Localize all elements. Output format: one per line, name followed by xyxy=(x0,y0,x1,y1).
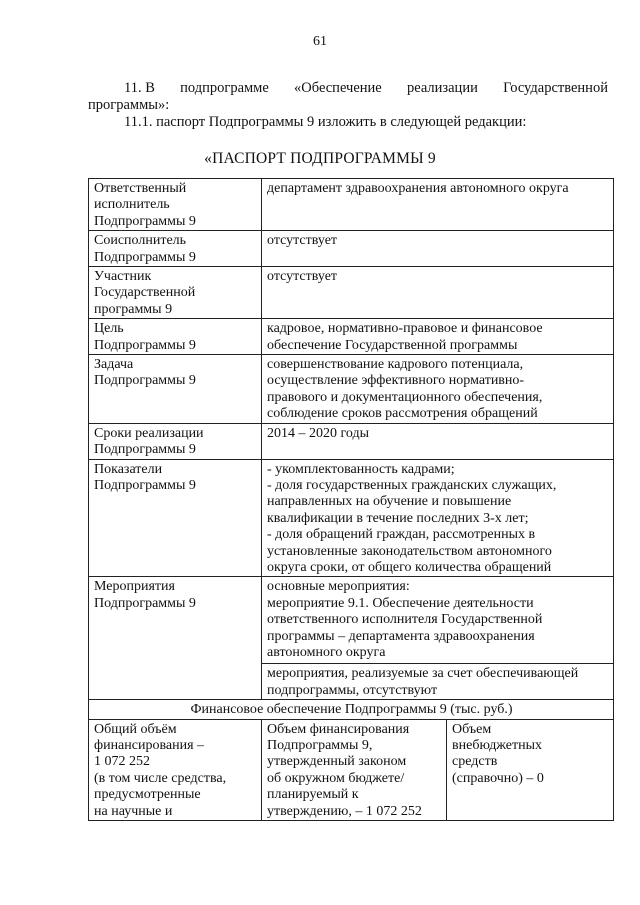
row-value xyxy=(262,179,614,231)
row-label xyxy=(89,179,262,231)
row-value-line: обеспечение Государственной программы xyxy=(267,337,518,353)
financing-offbudget-line: Объем xyxy=(452,721,492,737)
row-value-line: отсутствует xyxy=(267,269,338,285)
activities-label-line: Подпрограммы 9 xyxy=(94,595,196,611)
activities-secondary xyxy=(262,663,613,699)
table-row xyxy=(89,459,614,577)
row-value xyxy=(262,267,614,319)
financing-budget-line: планируемый к xyxy=(267,787,359,803)
row-label-line: Показатели xyxy=(94,461,163,477)
financing-budget-line: Объем финансирования xyxy=(267,721,410,737)
paragraph-11-1: 11.1. паспорт Подпрограммы 9 изложить в следующей редакции: xyxy=(124,114,527,130)
financing-total-line: предусмотренные xyxy=(94,787,201,803)
financing-budget-line: Подпрограммы 9, xyxy=(267,738,373,753)
row-value xyxy=(262,423,614,459)
financing-total xyxy=(89,719,262,820)
row-label-line: Соисполнитель xyxy=(94,233,187,249)
row-value-line: установленные законодательством автономного xyxy=(267,543,552,559)
table-row xyxy=(89,319,614,355)
row-label-line: Участник xyxy=(94,269,152,285)
table-row xyxy=(89,179,614,231)
page-number: 61 xyxy=(313,34,327,49)
financing-budget-line: утвержденный законом xyxy=(267,754,407,770)
paragraph-11-word: Государственной xyxy=(503,80,608,96)
financing-total-line: (в том числе средства, xyxy=(94,770,227,786)
row-label xyxy=(89,231,262,267)
row-label xyxy=(89,459,262,577)
table-row xyxy=(89,423,614,459)
row-label-line: Подпрограммы 9 xyxy=(94,477,196,493)
row-value xyxy=(262,319,614,355)
paragraph-11-line2: программы»: xyxy=(88,97,170,113)
row-value-line: 2014 – 2020 годы xyxy=(267,425,370,441)
financing-budget xyxy=(262,719,447,820)
row-value-line: департамент здравоохранения автономного округа xyxy=(267,181,569,196)
financing-total-line: Общий объём xyxy=(94,721,177,737)
row-value-line: округа сроки, от общего количества обращений xyxy=(267,559,552,575)
table-row xyxy=(89,355,614,424)
financing-header: Финансовое обеспечение Подпрограммы 9 (тыс. руб.) xyxy=(89,700,614,719)
financing-total-line: на научные и xyxy=(94,803,173,819)
row-label-line: Подпрограммы 9 xyxy=(94,373,196,389)
row-value-line: квалификации в течение последних 3-х лет; xyxy=(267,510,529,526)
row-value xyxy=(262,231,614,267)
row-label-line: Подпрограммы 9 xyxy=(94,337,196,353)
row-label-line: Цель xyxy=(94,321,124,337)
activities-label-line: Мероприятия xyxy=(94,579,175,595)
row-value-line: правового и документационного обеспечения, xyxy=(267,389,543,405)
row-value xyxy=(262,355,614,424)
table-row xyxy=(89,267,614,319)
row-label-line: Государственной xyxy=(94,285,196,301)
passport-title: «ПАСПОРТ ПОДПРОГРАММЫ 9 xyxy=(204,150,436,167)
row-value-line: кадровое, нормативно-правовое и финансовое xyxy=(267,321,543,337)
paragraph-11-word: реализации xyxy=(406,80,478,96)
financing-offbudget xyxy=(447,719,614,820)
row-value-line: - доля государственных гражданских служащих, xyxy=(267,477,557,493)
financing-total-line: финансирования – xyxy=(94,738,205,753)
row-label-line: Подпрограммы 9 xyxy=(94,442,196,458)
row-label-line: Подпрограммы 9 xyxy=(94,249,196,265)
financing-budget-line: об окружном бюджете/ xyxy=(267,770,405,786)
row-value-line: - доля обращений граждан, рассмотренных в xyxy=(267,527,536,543)
row-label xyxy=(89,267,262,319)
table-row xyxy=(89,700,614,719)
row-label-line: Ответственный xyxy=(94,181,187,196)
row-label xyxy=(89,319,262,355)
row-label-line: исполнитель xyxy=(94,197,170,213)
paragraph-11-word: подпрограмме xyxy=(180,80,269,96)
activities-value xyxy=(262,577,614,700)
row-value-line: совершенствование кадрового потенциала, xyxy=(267,357,524,373)
row-label-line: Задача xyxy=(94,357,134,373)
row-value-line: - укомплектованность кадрами; xyxy=(267,461,455,477)
paragraph-11-number: 11. В xyxy=(124,80,155,96)
passport-table xyxy=(88,178,614,821)
financing-offbudget-line: средств xyxy=(452,754,498,770)
row-value-line: отсутствует xyxy=(267,233,338,249)
paragraph-11-word: «Обеспечение xyxy=(294,80,382,96)
row-label-line: Подпрограммы 9 xyxy=(94,213,196,229)
row-value-line: соблюдение сроков рассмотрения обращений xyxy=(267,406,538,422)
row-label-line: Сроки реализации xyxy=(94,425,204,441)
table-row xyxy=(89,719,614,820)
financing-offbudget-line: внебюджетных xyxy=(452,738,543,753)
financing-total-line: 1 072 252 xyxy=(94,754,150,770)
row-label xyxy=(89,423,262,459)
activities-secondary-line: подпрограммы, отсутствуют xyxy=(267,682,438,698)
table-row xyxy=(89,577,614,700)
row-value xyxy=(262,459,614,577)
activities-label xyxy=(89,577,262,700)
row-label xyxy=(89,355,262,424)
activities-main-line: ответственного исполнителя Государственной xyxy=(267,612,543,628)
activities-main-line: основные мероприятия: xyxy=(267,579,410,595)
financing-offbudget-line: (справочно) – 0 xyxy=(452,770,544,786)
activities-main-line: автономного округа xyxy=(267,644,386,660)
row-value-line: направленных на обучение и повышение xyxy=(267,494,512,510)
activities-main-line: мероприятие 9.1. Обеспечение деятельности xyxy=(267,595,534,611)
paragraph-11 xyxy=(88,80,608,114)
row-value-line: осуществление эффективного нормативно- xyxy=(267,373,525,389)
financing-budget-line: утверждению, – 1 072 252 xyxy=(267,803,422,819)
row-label-line: программы 9 xyxy=(94,301,173,317)
passport-rows xyxy=(89,179,614,577)
table-row xyxy=(89,231,614,267)
activities-main-line: программы – департамента здравоохранения xyxy=(267,628,535,644)
activities-secondary-line: мероприятия, реализуемые за счет обеспечивающей xyxy=(267,666,579,682)
